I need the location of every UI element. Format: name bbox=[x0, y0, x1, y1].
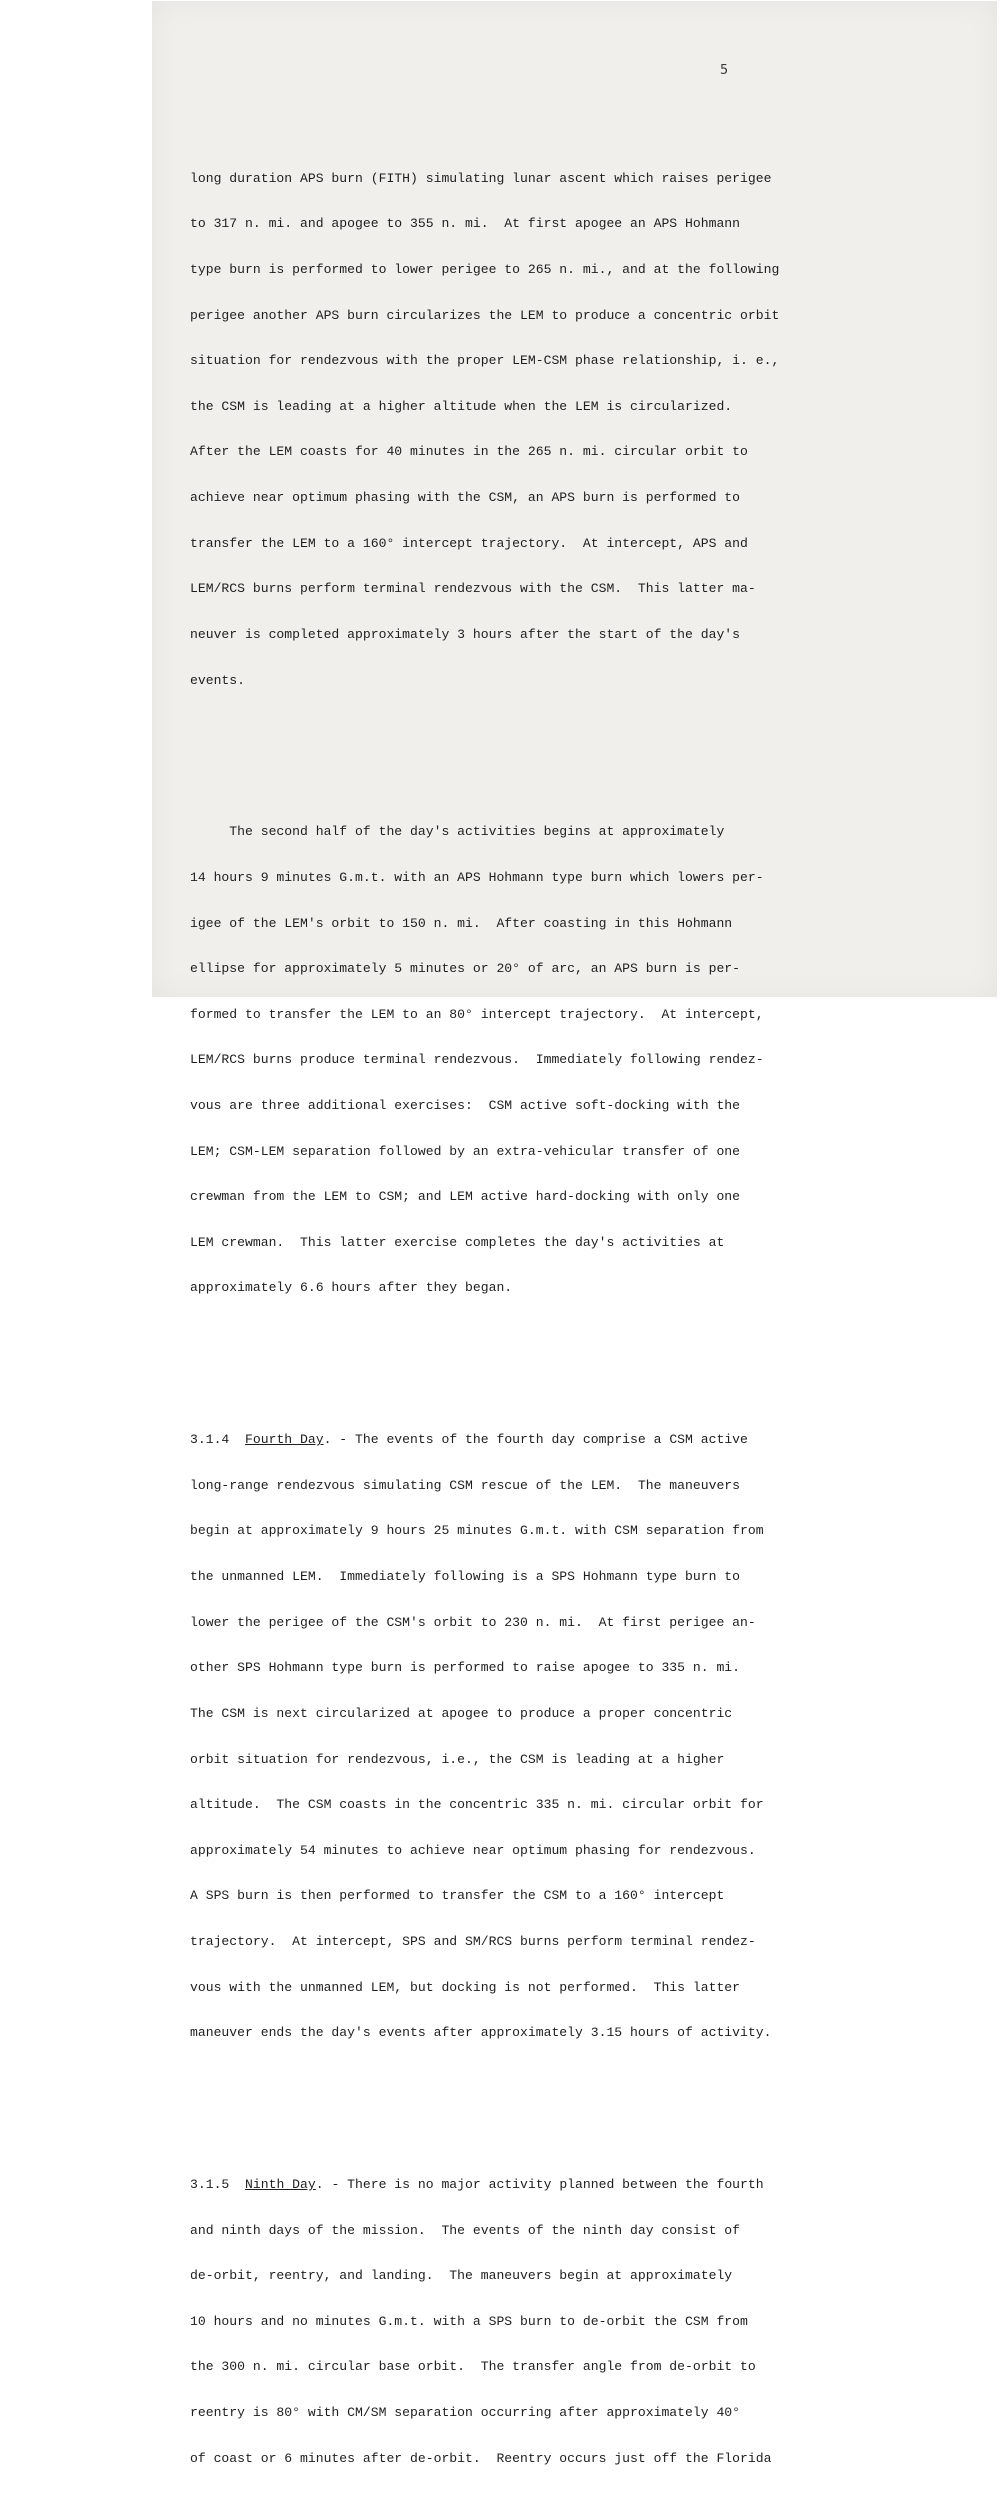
text-line: The second half of the day's activities begins at approximately bbox=[190, 824, 725, 840]
section-number: 3.1.4 bbox=[190, 1432, 230, 1448]
text-line: orbit situation for rendezvous, i.e., the CSM is leading at a higher bbox=[190, 1751, 725, 1767]
text-line: 14 hours 9 minutes G.m.t. with an APS Hohmann type burn which lowers per- bbox=[190, 869, 764, 885]
text-line: LEM/RCS burns perform terminal rendezvous with the CSM. This latter ma- bbox=[190, 581, 756, 597]
text-line: reentry is 80° with CM/SM separation occurring after approximately 40° bbox=[190, 2405, 741, 2421]
text-line: the 300 n. mi. circular base orbit. The transfer angle from de-orbit to bbox=[190, 2359, 756, 2375]
text-line: maneuver ends the day's events after approximately 3.15 hours of activity. bbox=[190, 2025, 772, 2041]
section-ninth-day bbox=[190, 2147, 790, 2497]
text-line: formed to transfer the LEM to an 80° intercept trajectory. At intercept, bbox=[190, 1006, 764, 1022]
document-body bbox=[190, 110, 790, 2511]
text-line: other SPS Hohmann type burn is performed to raise apogee to 335 n. mi. bbox=[190, 1660, 741, 1676]
text-line: neuver is completed approximately 3 hours after the start of the day's bbox=[190, 626, 741, 642]
text-line: achieve near optimum phasing with the CSM, an APS burn is performed to bbox=[190, 490, 741, 506]
text-line: long-range rendezvous simulating CSM rescue of the LEM. The maneuvers bbox=[190, 1477, 741, 1493]
text-line: the unmanned LEM. Immediately following is a SPS Hohmann type burn to bbox=[190, 1569, 741, 1585]
section-title: Ninth Day bbox=[245, 2177, 316, 2193]
text-line: perigee another APS burn circularizes the LEM to produce a concentric orbit bbox=[190, 307, 780, 323]
text-line: to 317 n. mi. and apogee to 355 n. mi. At first apogee an APS Hohmann bbox=[190, 216, 741, 232]
text-line: trajectory. At intercept, SPS and SM/RCS burns perform terminal rendez- bbox=[190, 1933, 756, 1949]
text-line: lower the perigee of the CSM's orbit to 230 n. mi. At first perigee an- bbox=[190, 1614, 756, 1630]
text-line: A SPS burn is then performed to transfer the CSM to a 160° intercept bbox=[190, 1888, 725, 1904]
text-line: of coast or 6 minutes after de-orbit. Reentry occurs just off the Florida bbox=[190, 2450, 772, 2466]
text-line: long duration APS burn (FITH) simulating lunar ascent which raises perigee bbox=[190, 170, 772, 186]
section-heading-line bbox=[190, 1432, 790, 1447]
section-intro: . - There is no major activity planned between the fourth bbox=[315, 2177, 764, 2193]
text-line: transfer the LEM to a 160° intercept trajectory. At intercept, APS and bbox=[190, 535, 748, 551]
text-line: 10 hours and no minutes G.m.t. with a SPS burn to de-orbit the CSM from bbox=[190, 2313, 748, 2329]
paragraph-second-half bbox=[190, 794, 790, 1326]
section-title: Fourth Day bbox=[245, 1432, 324, 1448]
text-line: situation for rendezvous with the proper LEM-CSM phase relationship, i. e., bbox=[190, 353, 780, 369]
text-line: approximately 54 minutes to achieve near optimum phasing for rendezvous. bbox=[190, 1842, 756, 1858]
text-line: LEM; CSM-LEM separation followed by an extra-vehicular transfer of one bbox=[190, 1143, 741, 1159]
text-line: vous with the unmanned LEM, but docking is not performed. This latter bbox=[190, 1979, 741, 1995]
section-intro: . - The events of the fourth day comprise a CSM active bbox=[323, 1432, 748, 1448]
text-line: igee of the LEM's orbit to 150 n. mi. After coasting in this Hohmann bbox=[190, 915, 733, 931]
text-line: begin at approximately 9 hours 25 minutes G.m.t. with CSM separation from bbox=[190, 1523, 764, 1539]
text-line: altitude. The CSM coasts in the concentric 335 n. mi. circular orbit for bbox=[190, 1797, 764, 1813]
text-line: events. bbox=[190, 672, 246, 688]
text-line: de-orbit, reentry, and landing. The maneuvers begin at approximately bbox=[190, 2268, 733, 2284]
text-line: type burn is performed to lower perigee to 265 n. mi., and at the following bbox=[190, 262, 780, 278]
text-line: approximately 6.6 hours after they began. bbox=[190, 1280, 513, 1296]
section-heading-line bbox=[190, 2177, 790, 2192]
text-line: After the LEM coasts for 40 minutes in the 265 n. mi. circular orbit to bbox=[190, 444, 748, 460]
page-number: 5 bbox=[720, 62, 729, 78]
text-line: LEM crewman. This latter exercise completes the day's activities at bbox=[190, 1234, 725, 1250]
text-line: the CSM is leading at a higher altitude when the LEM is circularized. bbox=[190, 398, 733, 414]
text-line: ellipse for approximately 5 minutes or 20° of arc, an APS burn is per- bbox=[190, 961, 741, 977]
section-number: 3.1.5 bbox=[190, 2177, 230, 2193]
text-line: LEM/RCS burns produce terminal rendezvous. Immediately following rendez- bbox=[190, 1052, 764, 1068]
text-line: The CSM is next circularized at apogee to produce a proper concentric bbox=[190, 1705, 733, 1721]
paragraph-aps-burn bbox=[190, 140, 790, 718]
text-line: vous are three additional exercises: CSM active soft-docking with the bbox=[190, 1098, 741, 1113]
text-line: crewman from the LEM to CSM; and LEM active hard-docking with only one bbox=[190, 1189, 741, 1205]
text-line: and ninth days of the mission. The events of the ninth day consist of bbox=[190, 2222, 741, 2238]
section-fourth-day bbox=[190, 1402, 790, 2071]
